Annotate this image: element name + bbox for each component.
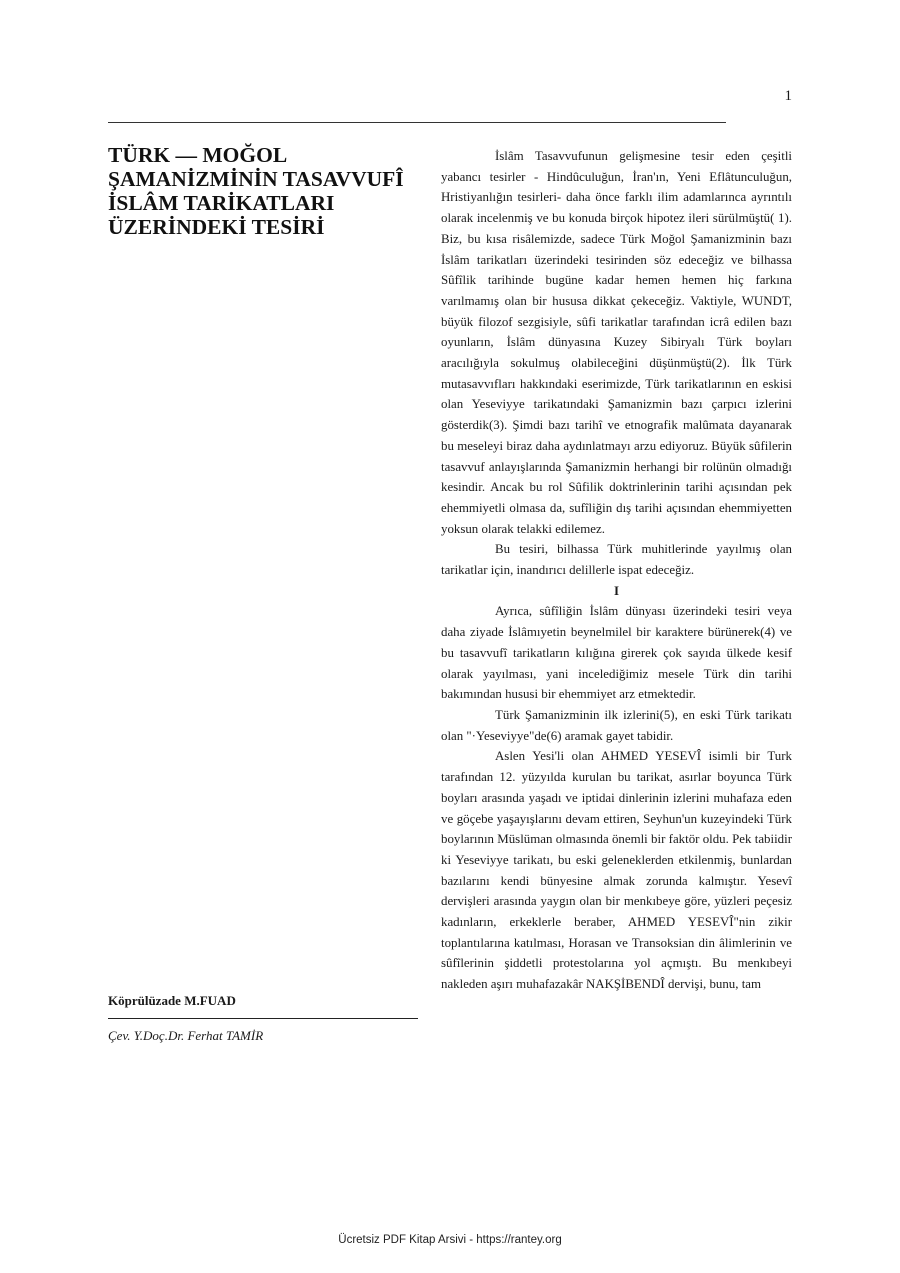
- header-rule: [108, 122, 726, 123]
- title-line: İSLÂM TARİKATLARI: [108, 191, 335, 215]
- footer-source: Ücretsiz PDF Kitap Arsivi - https://rantey.org: [338, 1234, 562, 1246]
- title-line: ÜZERİNDEKİ TESİRİ: [108, 215, 325, 239]
- title-line: ŞAMANİZMİNİN TASAVVUFÎ: [108, 167, 404, 191]
- paragraph: İslâm Tasavvufunun gelişmesine tesir eden çeşitli yabancı tesirler - Hindûculuğun, İran'ın, Yeni Eflâtunculuğun, Hristiyanlığın tesirleri- daha önce farklı ilim adamlarınca ayrıntılı olarak incelenmiş ve bu konuda birçok hipotez ileri sürülmüştü( 1). Biz, bu kısa risâlemizde, sadece Türk Moğol Şamanizminin bazı İslâm tarikatları üzerindeki tesirinden söz edeceğiz ve bilhassa Sûfîlik tarihinde bugüne kadar hemen hemen hiç farkına varılmamış olan bir hususa dikkat çekeceğiz. Vaktiyle, WUNDT, büyük filozof sezgisiyle, sûfi tarikatlar tarafından icrâ edilen bazı oyunların, İslâm dünyasına Kuzey Sibiryalı Türk boyları aracılığıyla sokulmuş olabileceğini düşünmüştü(2). İlk Türk mutasavvıfları hakkındaki eserimizde, Türk tarikatlarının en eskisi olan Yeseviyye tarikatındaki Şamanizmin bazı çarpıcı izlerini gösterdik(3). Şimdi bazı tarihî ve etnografik malûmata dayanarak bu meseleyi biraz daha aydınlatmayı arzu ediyoruz. Büyük sûfilerin tasavvuf anlayışlarında Şamanizmin herhangi bir rolünün olmadığı kesindir. Ancak bu rol Sûfilik doktrinlerinin tarihi açısından pek ehemmiyetli olmasa da, sufîliğin dış tarihi açısından ehemmiyetten yoksun olarak telakki edilemez.: [441, 149, 792, 536]
- title-line: TÜRK — MOĞOL: [108, 143, 288, 167]
- author-rule: [108, 1018, 418, 1019]
- section-heading: I: [613, 583, 620, 598]
- body-text-column: [441, 146, 792, 995]
- paragraph: Ayrıca, sûfîliğin İslâm dünyası üzerindeki tesiri veya daha ziyade İslâmıyetin beynelmilel bir karaktere bürünerek(4) ve bu tasavvufî tarikatların kılığına girerek çok sayıda ülkede kesif olarak yayılması, yani incelediğimiz mesele Türk din tarihi bakımından hususi bir ehemmiyet arz etmektedir.: [441, 604, 792, 702]
- translator-credit: Çev. Y.Doç.Dr. Ferhat TAMİR: [108, 1028, 264, 1043]
- page-number: 1: [784, 88, 792, 104]
- paragraph: Türk Şamanizminin ilk izlerini(5), en eski Türk tarikatı olan "·Yeseviyye"de(6) aramak gayet tabidir.: [441, 707, 792, 743]
- author-name: Köprülüzade M.FUAD: [108, 993, 236, 1008]
- paragraph: Bu tesiri, bilhassa Türk muhitlerinde yayılmış olan tarikatlar için, inandırıcı delillerle ispat edeceğiz.: [441, 542, 792, 578]
- paragraph: Aslen Yesi'li olan AHMED YESEVÎ isimli bir Turk tarafından 12. yüzyılda kurulan bu tarikat, asırlar boyunca Türk boyları arasında yaşadı ve iptidai dinlerinin izlerini muhafaza eden ve göçebe yaşayışlarını devam ettiren, Seyhun'un kuzeyindeki Türk boylarının Müslüman olmasında önemli bir faktör oldu. Pek tabiidir ki Yeseviyye tarikatı, bu eski geleneklerden etkilenmiş, bunlardan bazılarını kendi bünyesine almak zorunda kalmıştır. Yesevî dervişleri arasında yaygın olan bir menkıbeye göre, yüzleri peçesiz kadınların, erkeklerle beraber, AHMED YESEVÎ"nin zikir toplantılarına katılması, Horasan ve Transoksian din âlimlerinin ve sûfîlerinin şiddetli protestolarına yol açmıştı. Bu menkıbeyi nakleden aşırı muhafazakâr NAKŞİBENDÎ dervişi, bunu, tam: [441, 749, 792, 992]
- article-title: [108, 143, 418, 239]
